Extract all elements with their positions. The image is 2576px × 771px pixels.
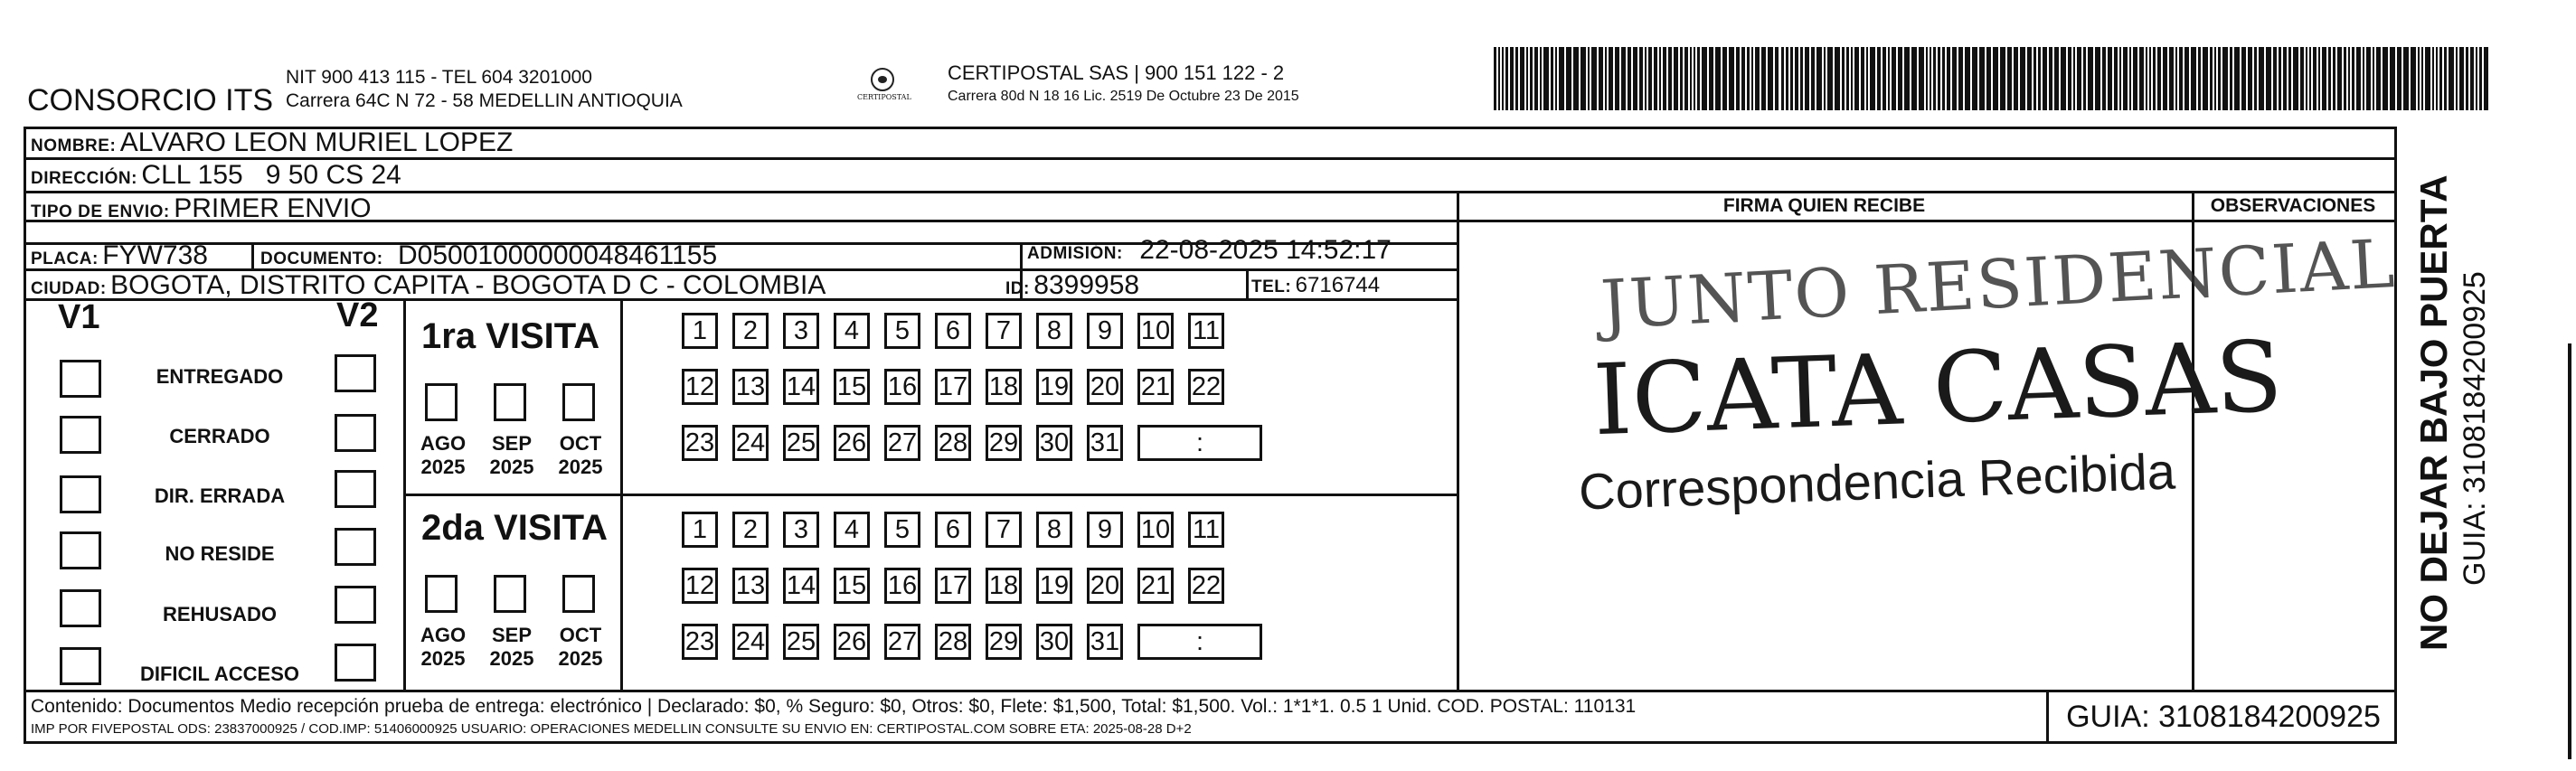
second-visit-day-25[interactable]: 25 — [783, 624, 819, 660]
first-visit-day-3[interactable]: 3 — [783, 313, 819, 349]
second-visit-day-30[interactable]: 30 — [1036, 624, 1072, 660]
first-visit-day-13[interactable]: 13 — [732, 369, 769, 405]
firma-header: FIRMA QUIEN RECIBE — [1722, 195, 1926, 216]
status-cerrado: CERRADO — [169, 425, 270, 447]
id-value: 8399958 — [1033, 270, 1140, 300]
first-visit-day-29[interactable]: 29 — [986, 425, 1022, 461]
v2-label: V2 — [336, 296, 379, 334]
barcode — [1494, 47, 2492, 110]
second-visit-day-17[interactable]: 17 — [935, 568, 971, 604]
second-visit-day-28[interactable]: 28 — [935, 624, 971, 660]
admision-label: ADMISIÓN: — [1027, 244, 1123, 263]
second-visit-day-22[interactable]: 22 — [1188, 568, 1224, 604]
second-visit-day-24[interactable]: 24 — [732, 624, 769, 660]
nombre-label: NOMBRE: — [31, 136, 117, 155]
first-visit-day-11[interactable]: 11 — [1188, 313, 1224, 349]
first-visit-day-7[interactable]: 7 — [986, 313, 1022, 349]
carrier-license: Carrera 80d N 18 16 Lic. 2519 De Octubre 23 De 2015 — [948, 89, 1299, 104]
second-visit-month-oct-checkbox[interactable] — [562, 575, 595, 613]
first-visit-day-6[interactable]: 6 — [935, 313, 971, 349]
second-visit-day-9[interactable]: 9 — [1087, 512, 1123, 548]
v2-checkbox-rehusado[interactable] — [335, 586, 376, 624]
v2-checkbox-cerrado[interactable] — [335, 414, 376, 452]
first-visit-day-1[interactable]: 1 — [682, 313, 718, 349]
first-visit-day-21[interactable]: 21 — [1137, 369, 1174, 405]
v1-label: V1 — [58, 298, 100, 336]
ciudad-value: BOGOTA, DISTRITO CAPITA - BOGOTA D C - COLOMBIA — [110, 270, 826, 300]
first-visit-day-10[interactable]: 10 — [1137, 313, 1174, 349]
first-visit-day-2[interactable]: 2 — [732, 313, 769, 349]
second-visit-day-13[interactable]: 13 — [732, 568, 769, 604]
second-visit-day-18[interactable]: 18 — [986, 568, 1022, 604]
second-visit-month-ago: AGO 2025 — [420, 624, 467, 670]
v1-checkbox-no-reside[interactable] — [60, 531, 101, 569]
second-visit-day-14[interactable]: 14 — [783, 568, 819, 604]
second-visit-day-20[interactable]: 20 — [1087, 568, 1123, 604]
observaciones-header: OBSERVACIONES — [2210, 195, 2376, 216]
carrier-logo-text: CERTIPOSTAL — [857, 93, 911, 101]
first-visit-day-26[interactable]: 26 — [834, 425, 870, 461]
first-visit-day-14[interactable]: 14 — [783, 369, 819, 405]
nombre-value: ALVARO LEON MURIEL LOPEZ — [119, 127, 514, 157]
tel-value: 6716744 — [1295, 273, 1381, 297]
first-visit-day-8[interactable]: 8 — [1036, 313, 1072, 349]
side-guia: GUIA: 3108184200925 — [2458, 271, 2492, 586]
first-visit-month-oct: OCT 2025 — [558, 432, 603, 478]
second-visit-day-19[interactable]: 19 — [1036, 568, 1072, 604]
placa-label: PLACA: — [31, 249, 99, 268]
second-visit-month-oct: OCT 2025 — [558, 624, 603, 670]
documento-value: D05001000000048461155 — [398, 240, 718, 270]
first-visit-month-sep-checkbox[interactable] — [494, 383, 526, 421]
v1-checkbox-entregado[interactable] — [60, 360, 101, 398]
status-entregado: ENTREGADO — [156, 365, 284, 388]
direccion-label: DIRECCIÓN: — [31, 169, 137, 188]
first-visit-day-28[interactable]: 28 — [935, 425, 971, 461]
second-visit-day-31[interactable]: 31 — [1087, 624, 1123, 660]
v1-checkbox-dir-errada[interactable] — [60, 475, 101, 513]
edge-mark — [2568, 343, 2571, 759]
second-visit-title: 2da VISITA — [421, 508, 608, 548]
first-visit-day-19[interactable]: 19 — [1036, 369, 1072, 405]
second-visit-day-11[interactable]: 11 — [1188, 512, 1224, 548]
first-visit-day-16[interactable]: 16 — [884, 369, 920, 405]
first-visit-month-ago: AGO 2025 — [420, 432, 467, 478]
first-visit-day-12[interactable]: 12 — [682, 369, 718, 405]
v1-checkbox-cerrado[interactable] — [60, 416, 101, 454]
v2-checkbox-dir-errada[interactable] — [335, 470, 376, 508]
company-address: Carrera 64C N 72 - 58 MEDELLIN ANTIOQUIA — [286, 90, 683, 111]
status-dir-errada: DIR. ERRADA — [154, 484, 286, 507]
status-dificil-acceso: DIFICIL ACCESO — [139, 663, 299, 685]
tipo-envio-label: TIPO DE ENVIO: — [31, 202, 170, 221]
ciudad-label: CIUDAD: — [31, 279, 107, 298]
first-visit-day-17[interactable]: 17 — [935, 369, 971, 405]
side-warning: NO DEJAR BAJO PUERTA — [2412, 174, 2455, 651]
footer-contenido: Contenido: Documentos Medio recepción prueba de entrega: electrónico | Declarado: $0, % Seguro: $0, Otros: $0, Flete: $1,500, Total: $1,500. Vol.: 1*1*1. 0.5 1 Unid. COD. POSTAL: 110131 — [31, 696, 1637, 717]
second-visit-day-16[interactable]: 16 — [884, 568, 920, 604]
second-visit-month-sep-checkbox[interactable] — [494, 575, 526, 613]
first-visit-time-field[interactable]: : — [1137, 425, 1262, 461]
first-visit-day-27[interactable]: 27 — [884, 425, 920, 461]
second-visit-day-21[interactable]: 21 — [1137, 568, 1174, 604]
v2-checkbox-no-reside[interactable] — [335, 528, 376, 566]
id-label: ID: — [1005, 279, 1030, 298]
second-visit-day-10[interactable]: 10 — [1137, 512, 1174, 548]
first-visit-day-30[interactable]: 30 — [1036, 425, 1072, 461]
v1-checkbox-rehusado[interactable] — [60, 589, 101, 627]
first-visit-day-18[interactable]: 18 — [986, 369, 1022, 405]
footer-imp: IMP POR FIVEPOSTAL ODS: 23837000925 / COD.IMP: 51406000925 USUARIO: OPERACIONES MEDELLIN CONSULTE SU ENVIO EN: CERTIPOSTAL.COM SOBRE ETA: 2025-08-28 D+2 — [31, 721, 1192, 737]
second-visit-day-12[interactable]: 12 — [682, 568, 718, 604]
first-visit-month-oct-checkbox[interactable] — [562, 383, 595, 421]
footer-guia: GUIA: 3108184200925 — [2066, 700, 2381, 734]
first-visit-day-5[interactable]: 5 — [884, 313, 920, 349]
first-visit-month-ago-checkbox[interactable] — [425, 383, 458, 421]
admision-value: 22-08-2025 14:52:17 — [1139, 235, 1392, 265]
first-visit-day-31[interactable]: 31 — [1087, 425, 1123, 461]
first-visit-day-4[interactable]: 4 — [834, 313, 870, 349]
v2-checkbox-dificil-acceso[interactable] — [335, 644, 376, 682]
v2-checkbox-entregado[interactable] — [335, 354, 376, 392]
carrier-logo — [857, 63, 908, 114]
second-visit-day-7[interactable]: 7 — [986, 512, 1022, 548]
first-visit-title: 1ra VISITA — [421, 316, 600, 356]
first-visit-day-23[interactable]: 23 — [682, 425, 718, 461]
company-name: CONSORCIO ITS — [27, 83, 274, 118]
second-visit-day-23[interactable]: 23 — [682, 624, 718, 660]
second-visit-day-3[interactable]: 3 — [783, 512, 819, 548]
first-visit-day-9[interactable]: 9 — [1087, 313, 1123, 349]
second-visit-day-1[interactable]: 1 — [682, 512, 718, 548]
second-visit-time-field[interactable]: : — [1137, 624, 1262, 660]
carrier-name: CERTIPOSTAL SAS | 900 151 122 - 2 — [948, 61, 1285, 84]
documento-label: DOCUMENTO: — [260, 249, 383, 268]
second-visit-day-4[interactable]: 4 — [834, 512, 870, 548]
stamp-line-3: Correspondencia Recibida — [1578, 442, 2176, 521]
first-visit-day-25[interactable]: 25 — [783, 425, 819, 461]
status-no-reside: NO RESIDE — [165, 542, 275, 565]
stamp-line-2: ICATA CASAS — [1591, 320, 2285, 458]
second-visit-day-27[interactable]: 27 — [884, 624, 920, 660]
direccion-value: CLL 155 9 50 CS 24 — [141, 160, 401, 190]
tipo-envio-value: PRIMER ENVIO — [174, 193, 372, 223]
second-visit-day-2[interactable]: 2 — [732, 512, 769, 548]
first-visit-month-sep: SEP 2025 — [489, 432, 534, 478]
company-nit: NIT 900 413 115 - TEL 604 3201000 — [286, 67, 592, 88]
second-visit-month-sep: SEP 2025 — [489, 624, 534, 670]
first-visit-day-24[interactable]: 24 — [732, 425, 769, 461]
stamp-line-1: JUNTO RESIDENCIAL — [1599, 225, 2399, 344]
second-visit-day-26[interactable]: 26 — [834, 624, 870, 660]
first-visit-day-22[interactable]: 22 — [1188, 369, 1224, 405]
second-visit-day-6[interactable]: 6 — [935, 512, 971, 548]
second-visit-day-15[interactable]: 15 — [834, 568, 870, 604]
second-visit-month-ago-checkbox[interactable] — [425, 575, 458, 613]
v1-checkbox-dificil-acceso[interactable] — [60, 647, 101, 685]
placa-value: FYW738 — [102, 240, 208, 270]
second-visit-day-8[interactable]: 8 — [1036, 512, 1072, 548]
first-visit-day-15[interactable]: 15 — [834, 369, 870, 405]
second-visit-day-29[interactable]: 29 — [986, 624, 1022, 660]
tel-label: TEL: — [1251, 277, 1292, 296]
status-rehusado: REHUSADO — [163, 603, 277, 625]
second-visit-day-5[interactable]: 5 — [884, 512, 920, 548]
first-visit-day-20[interactable]: 20 — [1087, 369, 1123, 405]
